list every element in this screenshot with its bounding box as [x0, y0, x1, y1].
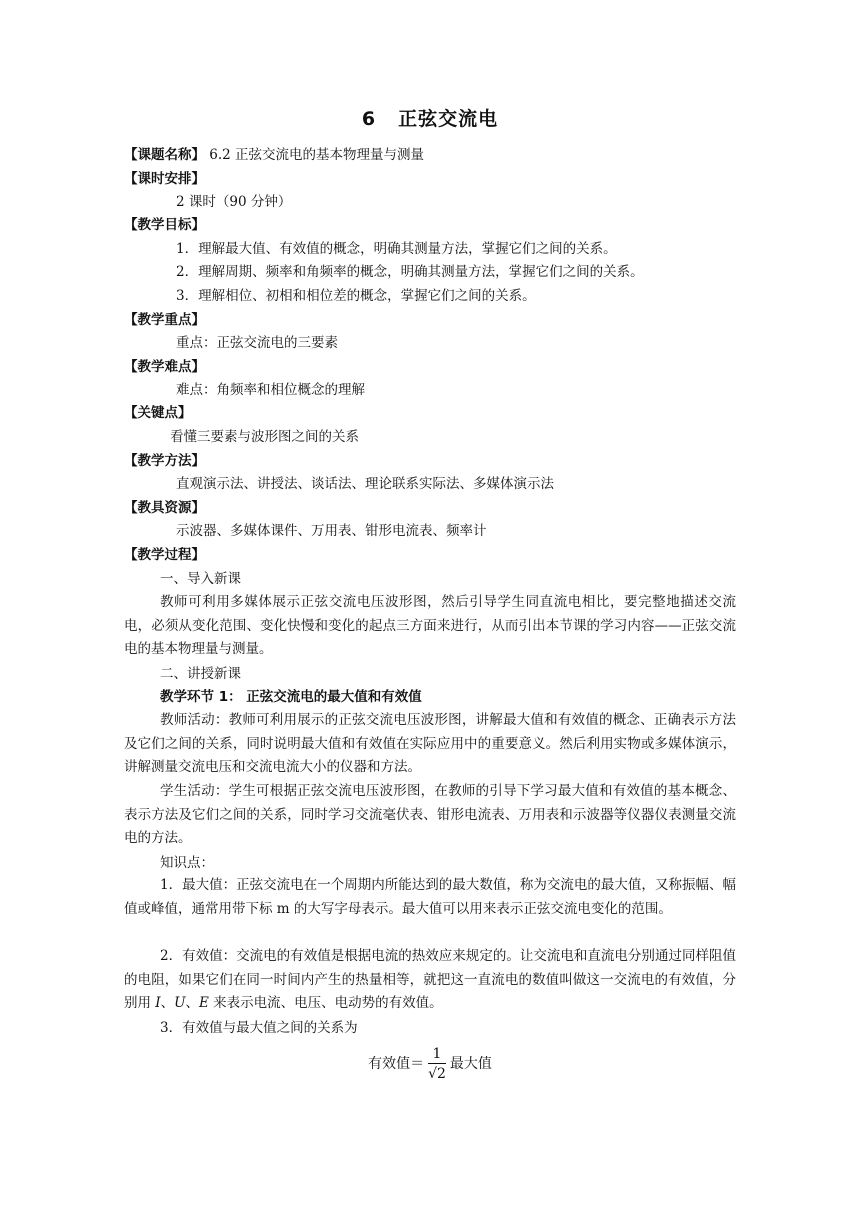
page-title: [0, 104, 860, 131]
point2-text-a: 2．有效值：交流电的有效值是根据电流的热效应来规定的。让交流电和直流电分别通过同样阻值的电阻，如果它们在同一时间内产生的热量相等，就把这一直流电的数值叫做这一交流电的有效值，分别用: [124, 948, 736, 1011]
formula-right: 最大值: [449, 1056, 492, 1072]
formula-numerator: 1: [428, 1046, 446, 1064]
crux-value: 看懂三要素与波形图之间的关系: [170, 429, 359, 445]
point2-separator-1: 、: [160, 995, 175, 1011]
difficulty-label: 【教学难点】: [124, 359, 205, 375]
section-teaching-heading: 二、讲授新课: [160, 666, 241, 682]
key-point-value: 重点：正弦交流电的三要素: [176, 335, 338, 351]
point2-separator-2: 、: [185, 995, 200, 1011]
chapter-title: 正弦交流电: [398, 108, 499, 130]
section-intro-heading: 一、导入新课: [160, 571, 241, 587]
lesson-name-value: 6.2 正弦交流电的基本物理量与测量: [209, 147, 425, 163]
process-label: 【教学过程】: [124, 547, 205, 563]
student-activity-paragraph: 学生活动：学生可根据正弦交流电压波形图，在教师的引导下学习最大值和有效值的基本概念、表示方法及它们之间的关系，同时学习交流毫伏表、钳形电流表、万用表和示波器等仪器仪表测量交流电的方法。: [124, 783, 736, 846]
symbol-emf: E: [199, 995, 209, 1011]
method-label: 【教学方法】: [124, 453, 205, 469]
lesson-name-label: 【课题名称】: [124, 147, 205, 163]
chapter-number: 6: [361, 108, 377, 130]
intro-paragraph: 教师可利用多媒体展示正弦交流电压波形图，然后引导学生同直流电相比，要完整地描述交流电，必须从变化范围、变化快慢和变化的起点三方面来进行，从而引出本节课的学习内容——正弦交流电的基本物理量与测量。: [124, 594, 736, 657]
knowledge-point-2: [124, 945, 736, 1016]
step1-heading: 教学环节 1： 正弦交流电的最大值和有效值: [160, 689, 422, 705]
goal-item-3: 3．理解相位、初相和相位差的概念，掌握它们之间的关系。: [176, 288, 536, 304]
knowledge-label: 知识点：: [160, 855, 214, 871]
rms-formula: [0, 1046, 860, 1082]
symbol-current: I: [155, 995, 161, 1011]
goals-label: 【教学目标】: [124, 217, 205, 233]
goal-item-1: 1．理解最大值、有效值的概念，明确其测量方法，掌握它们之间的关系。: [176, 241, 617, 257]
schedule-label: 【课时安排】: [124, 171, 205, 187]
resources-value: 示波器、多媒体课件、万用表、钳形电流表、频率计: [176, 523, 487, 539]
knowledge-point-3: 3．有效值与最大值之间的关系为: [160, 1020, 358, 1036]
lesson-name-line: [124, 143, 736, 167]
goal-item-2: 2．理解周期、频率和角频率的概念，明确其测量方法，掌握它们之间的关系。: [176, 264, 644, 280]
key-point-label: 【教学重点】: [124, 312, 205, 328]
formula-left: 有效值＝: [368, 1056, 425, 1072]
symbol-voltage: U: [174, 995, 186, 1011]
difficulty-value: 难点：角频率和相位概念的理解: [176, 382, 365, 398]
knowledge-point-1: 1．最大值：正弦交流电在一个周期内所能达到的最大数值，称为交流电的最大值，又称振幅、幅值或峰值，通常用带下标 m 的大写字母表示。最大值可以用来表示正弦交流电变化的范围。: [124, 877, 736, 917]
formula-denominator: √2: [428, 1066, 446, 1082]
crux-label: 【关键点】: [124, 405, 192, 421]
schedule-value: 2 课时（90 分钟）: [176, 194, 292, 210]
method-value: 直观演示法、讲授法、谈话法、理论联系实际法、多媒体演示法: [176, 476, 554, 492]
formula-fraction: [428, 1046, 446, 1082]
resources-label: 【教具资源】: [124, 500, 205, 516]
teacher-activity-paragraph: 教师活动：教师可利用展示的正弦交流电压波形图，讲解最大值和有效值的概念、正确表示方法及它们之间的关系，同时说明最大值和有效值在实际应用中的重要意义。然后利用实物或多媒体演示，讲解测量交流电压和交流电流大小的仪器和方法。: [124, 712, 736, 775]
point2-text-b: 来表示电流、电压、电动势的有效值。: [208, 995, 443, 1011]
